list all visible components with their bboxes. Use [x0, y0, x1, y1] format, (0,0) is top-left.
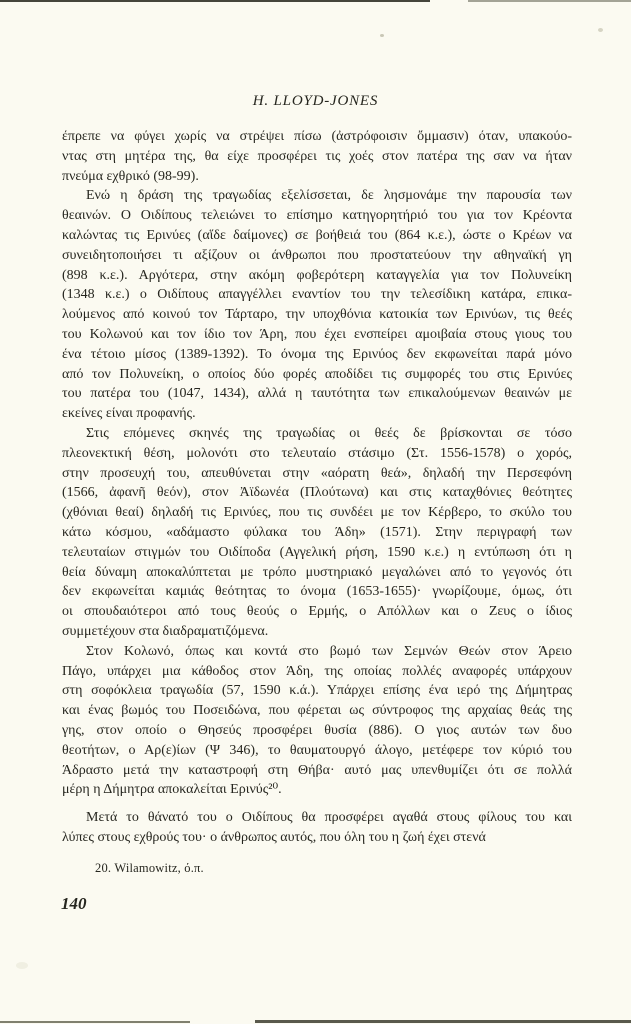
- text-line: μέρη η Δήμητρα αποκαλείται Ερινύς²⁰.: [62, 782, 282, 798]
- text-line: Στον Κολωνό, όπως και κοντά στο βωμό των Σεμνών Θεών στον Άρειο: [86, 643, 572, 659]
- scan-edge-bottom-left: [0, 1021, 190, 1023]
- text-line: δεν εκφωνείται καμιάς θεότητας το όνομα (1653-1655)· γνωρίζουμε, όμως, ότι: [62, 584, 572, 600]
- text-line: συνειδητοποιήσει τι αξίζουν οι άνθρωποι που προστατεύουν την αθηναϊκή γη: [62, 247, 572, 263]
- text-line: του Κολωνού και τον ίδιο τον Άρη, που έχει ενσπείρει αμοιβαία στους γιους του: [62, 326, 572, 342]
- paragraph: [62, 186, 572, 424]
- scan-edge-top-left: [0, 0, 430, 2]
- paragraph: [62, 808, 572, 848]
- text-line: του πατέρα του (1047, 1434), αλλά η ταυτότητα των επικαλούμενων θεαινών με: [62, 386, 572, 402]
- text-line: τελευταίων στιγμών του Οιδίποδα (Αγγελική ρήση, 1590 κ.ε.) η εντύπωση ότι η: [62, 544, 572, 560]
- text-line: από τον Πολυνείκη, ο οποίος δύο φορές αποδίδει τις συμφορές του στις Ερινύες: [62, 366, 572, 382]
- scan-speck: [598, 28, 603, 32]
- text-line: Πάγο, υπάρχει μια κάθοδος στον Άδη, της οποίας πολλές αναφορές υπάρχουν: [62, 663, 572, 679]
- text-line: (898 κ.ε.). Αργότερα, στην ακόμη φοβερότερη καταγγελία για τον Πολυνείκη: [62, 267, 572, 283]
- text-line: θεία δύναμη αποκαλύπτεται με τρόπο μυστηριακό μεγαλώνει από το γεγονός ότι: [62, 564, 572, 580]
- text-line: θεοτήτων, ο Αρ(ε)ίων (Ψ 346), το θαυματουργό άλογο, μετέφερε τον κύριό του: [62, 742, 572, 758]
- text-line: Στις επόμενες σκηνές της τραγωδίας οι θεές δε βρίσκονται σε τόσο: [86, 425, 572, 441]
- body-text: [62, 127, 572, 848]
- text-line: (1566, ἀφανῆ θεόν), στον Ἀϊδωνέα (Πλούτωνα) και στις καταχθόνιες θεότητες: [62, 485, 572, 501]
- text-line: καλώντας τις Ερινύες (αἵδε δαίμονες) σε βοήθειά του (864 κ.ε.), ώστε ο Κρέων να: [62, 227, 572, 243]
- text-line: λύπες στους εχθρούς του· ο άνθρωπος αυτός, που όλη του η ζωή έχει στενά: [62, 829, 486, 845]
- scan-speck: [16, 962, 28, 969]
- text-line: θεαινών. Ο Οιδίπους τελειώνει το επίσημο κατηγορητήριό του για τον Κρέοντα: [62, 208, 572, 224]
- paragraph: [62, 127, 572, 186]
- running-head-author: H. LLOYD-JONES: [252, 93, 379, 109]
- text-line: και ένας βωμός του Ποσειδώνα, που φέρεται ως σύντροφος της αρχαίας θεάς της: [62, 703, 572, 719]
- text-line: οι σπουδαιότεροι από τους θεούς ο Ερμής, ο Απόλλων και ο Ζευς ο ίδιος: [62, 604, 572, 620]
- text-line: Άδραστο μετά την καταστροφή στη Θήβα· αυτό μας υπενθυμίζει ότι σε πολλά: [62, 762, 572, 778]
- page-number: 140: [61, 894, 87, 913]
- text-line: κάτω κόσμου, «αδάμαστο φύλακα του Άδη» (1571). Στην περιγραφή των: [62, 524, 572, 540]
- text-line: συμμετέχουν στα διαδραματιζόμενα.: [62, 623, 269, 639]
- text-line: (1348 κ.ε.) ο Οιδίπους απαγγέλλει εναντίον του την τελεσίδικη κατάρα, επικα-: [62, 287, 572, 303]
- text-line: στη σοφόκλεια τραγωδία (57, 1590 κ.ά.). Υπάρχει επίσης ένα ιερό της Δήμητρας: [62, 683, 572, 699]
- scan-edge-top-right: [468, 0, 631, 2]
- text-line: γης, στον οποίο ο Θησεύς προσφέρει θυσία (886). Ο γιος αυτών των δυο: [62, 722, 572, 738]
- text-line: λούμενος από κοινού τον Τάρταρο, την υποχθόνια κατοικία των Ερινύων, τις θεές: [62, 307, 572, 323]
- text-line: εκείνες είναι προφανής.: [62, 406, 196, 422]
- text-line: ένα τέτοιο μίσος (1389-1392). Το όνομα της Ερινύος δεν εκφωνείται παρά μόνο: [62, 346, 572, 362]
- paragraph: [62, 424, 572, 642]
- paragraph: [62, 642, 572, 800]
- text-line: ντας στη μητέρα της, θα είχε προσφέρει τις χοές στον πατέρα της σαν να ήταν: [62, 148, 572, 164]
- text-line: (χθόνιαι θεαί) δηλαδή τις Ερινύες, που τις συνδέει με τον Κέρβερο, το σκύλο του: [62, 505, 572, 521]
- footnote: 20. Wilamowitz, ό.π.: [95, 861, 204, 875]
- text-line: έπρεπε να φύγει χωρίς να στρέψει πίσω (ἀστρόφοισιν ὄμμασιν) όταν, υπακούο-: [62, 129, 572, 144]
- scan-speck: [380, 34, 384, 37]
- text-line: στην προσευχή του, απευθύνεται στην «αόρατη θεά», δηλαδή την Περσεφόνη: [62, 465, 572, 481]
- text-line: Μετά το θάνατό του ο Οιδίπους θα προσφέρει αγαθά στους φίλους του και: [86, 810, 572, 826]
- text-line: πνεύμα εχθρικό (98-99).: [62, 168, 199, 184]
- text-line: Ενώ η δράση της τραγωδίας εξελίσσεται, δε λησμονάμε την παρουσία των: [86, 188, 572, 204]
- text-line: πλεονεκτική θέση, μολονότι στο τελευταίο στάσιμο (Στ. 1556-1578) ο χορός,: [62, 445, 572, 461]
- scan-edge-bottom-right: [255, 1020, 631, 1023]
